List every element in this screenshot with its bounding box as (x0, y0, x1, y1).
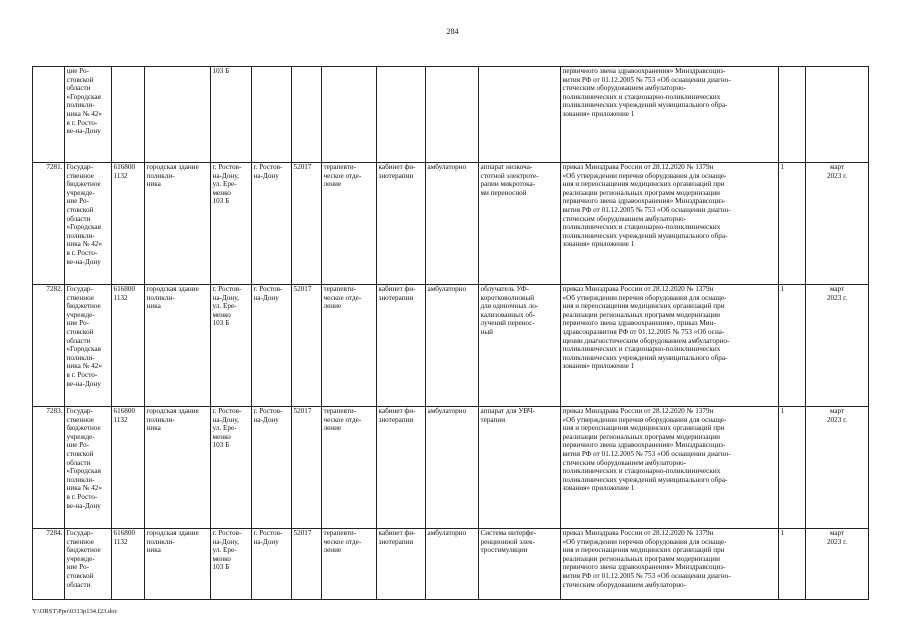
address-cell: г. Ростов- на-Дону, ул. Ере- менко 103 Б (211, 163, 252, 285)
row-number (33, 67, 65, 163)
table-row (33, 67, 869, 163)
address-cell: г. Ростов- на-Дону, ул. Ере- менко 103 Б (211, 285, 252, 407)
equipment-cell: аппарат для УВЧ- терапии (479, 407, 561, 529)
room-cell: кабинет фи- зиотерапии (377, 285, 426, 407)
care-type-cell: амбулаторно (426, 407, 479, 529)
row-number: 7282. (33, 285, 65, 407)
city-cell: г. Ростов- на-Дону (252, 407, 292, 529)
postal-cell: 52017 (292, 285, 322, 407)
code-cell: 616800 1132 (112, 163, 145, 285)
equipment-table (32, 66, 869, 600)
row-number: 7283. (33, 407, 65, 529)
city-cell: г. Ростов- на-Дону (252, 285, 292, 407)
city-cell: г. Ростов- на-Дону (252, 529, 292, 600)
document-cell: приказ Минздрава России от 28.12.2020 № 1379н «Об утверждении перечня оборудования для оснаще- ния и переоснащения медицинских организаций при реализации региональных программ модернизации первичного звена здравоохранения» Минздравсоциз- вития РФ от 01.12.2005 № 753 «Об оснащении диагно- стическим оборудованием амбулаторно- (561, 529, 779, 600)
quantity-cell: 1 (779, 407, 806, 529)
document-cell: приказ Минздрава России от 28.12.2020 № 1379н «Об утверждении перечня оборудования для оснаще- ния и переоснащения медицинских организаций при реализации региональных программ модернизации первичного звена здравоохранения», приказ Мин- здравсоцразвития РФ от 01.12.2005 № 753 «Об осна- щении диагностическим оборудованием амбулаторно- поликлинических и стационарно-поликлинических поликлинических учреждений муниципального обра- зования» приложение 1 (561, 285, 779, 407)
table-row (33, 163, 869, 285)
quantity-cell: 1 (779, 529, 806, 600)
table-row (33, 529, 869, 600)
address-cell: г. Ростов- на-Дону, ул. Ере- менко 103 Б (211, 407, 252, 529)
date-cell (806, 67, 869, 163)
organization-cell: Государ- ственное бюджетное учрежде- ние Ро- стовской области «Городская поликли- ника № 42» в г. Росто- ве-на-Дону (65, 163, 112, 285)
postal-cell (292, 67, 322, 163)
file-path-footer: Y:\ORST\Ppo\0313p134.f23.doc (32, 608, 118, 615)
care-type-cell (426, 67, 479, 163)
equipment-cell: аппарат низкоча- стотной электроте- рапии микротока- ми переносной (479, 163, 561, 285)
address-cell: 103 Б (211, 67, 252, 163)
document-cell: приказ Минздрава России от 28.12.2020 № 1379н «Об утверждении перечня оборудования для оснаще- ния и переоснащения медицинских организаций при реализации региональных программ модернизации первичного звена здравоохранения» Минздравсоциз- вития РФ от 01.12.2005 № 753 «Об оснащении диагно- стическим оборудованием амбулаторно- поликлинических и стационарно-поликлинических поликлинических учреждений муниципального обра- зования» приложение 1 (561, 407, 779, 529)
room-cell (377, 67, 426, 163)
equipment-cell (479, 67, 561, 163)
organization-cell: цие Ро- стовской области «Городская поликли- ника № 42» в г. Росто- ве-на-Дону (65, 67, 112, 163)
equipment-cell: Система интерфе- ренционной элек- тростимуляции (479, 529, 561, 600)
row-number: 7284. (33, 529, 65, 600)
code-cell: 616800 1132 (112, 407, 145, 529)
department-cell (322, 67, 377, 163)
organization-cell: Государ- ственное бюджетное учрежде- ние Ро- стовской области «Городская поликли- ника № 42» в г. Росто- ве-на-Дону (65, 285, 112, 407)
postal-cell: 52017 (292, 529, 322, 600)
city-cell (252, 67, 292, 163)
postal-cell: 52017 (292, 407, 322, 529)
table-row (33, 285, 869, 407)
postal-cell: 52017 (292, 163, 322, 285)
date-cell: март 2023 г. (806, 407, 869, 529)
date-cell: март 2023 г. (806, 285, 869, 407)
building-cell: городская здание поликли- ника (145, 407, 211, 529)
quantity-cell: 1 (779, 285, 806, 407)
code-cell: 616800 1132 (112, 529, 145, 600)
department-cell: терапевти- ческое отде- ление (322, 285, 377, 407)
room-cell: кабинет фи- зиотерапии (377, 163, 426, 285)
page-number: 284 (446, 27, 459, 36)
organization-cell: Государ- ственное бюджетное учрежде- ние Ро- стовской области (65, 529, 112, 600)
care-type-cell: амбулаторно (426, 285, 479, 407)
building-cell (145, 67, 211, 163)
care-type-cell: амбулаторно (426, 529, 479, 600)
document-cell: приказ Минздрава России от 28.12.2020 № 1379н «Об утверждении перечня оборудования для оснаще- ния и переоснащения медицинских организаций при реализации региональных программ модернизации первичного звена здравоохранения» Минздравсоциз- вития РФ от 01.12.2005 № 753 «Об оснащении диагно- стическим оборудованием амбулаторно- поликлинических и стационарно-поликлинических поликлинических учреждений муниципального обра- зования» приложение 1 (561, 163, 779, 285)
building-cell: городская здание поликли- ника (145, 285, 211, 407)
building-cell: городская здание поликли- ника (145, 163, 211, 285)
date-cell: март 2023 г. (806, 163, 869, 285)
room-cell: кабинет фи- зиотерапии (377, 529, 426, 600)
room-cell: кабинет фи- зиотерапии (377, 407, 426, 529)
code-cell (112, 67, 145, 163)
document-cell: первичного звена здравоохранения» Минздравсоциз- вития РФ от 01.12.2005 № 753 «Об оснащении диагно- стическим оборудованием амбулаторно- поликлинических и стационарно-поликлинических поликлинических учреждений муниципального обра- зования» приложение 1 (561, 67, 779, 163)
department-cell: терапевти- ческое отде- ление (322, 529, 377, 600)
code-cell: 616800 1132 (112, 285, 145, 407)
date-cell: март 2023 г. (806, 529, 869, 600)
quantity-cell (779, 67, 806, 163)
quantity-cell: 1 (779, 163, 806, 285)
row-number: 7281. (33, 163, 65, 285)
care-type-cell: амбулаторно (426, 163, 479, 285)
equipment-cell: облучатель УФ- коротковолновый для одиночных ло- кализованных об- лучений перенос- ный (479, 285, 561, 407)
department-cell: терапевти- ческое отде- ление (322, 163, 377, 285)
city-cell: г. Ростов- на-Дону (252, 163, 292, 285)
organization-cell: Государ- ственное бюджетное учрежде- ние Ро- стовской области «Городская поликли- ника № 42» в г. Росто- ве-на-Дону (65, 407, 112, 529)
address-cell: г. Ростов- на-Дону, ул. Ере- менко 103 Б (211, 529, 252, 600)
department-cell: терапевти- ческое отде- ление (322, 407, 377, 529)
building-cell: городская здание поликли- ника (145, 529, 211, 600)
table-row (33, 407, 869, 529)
